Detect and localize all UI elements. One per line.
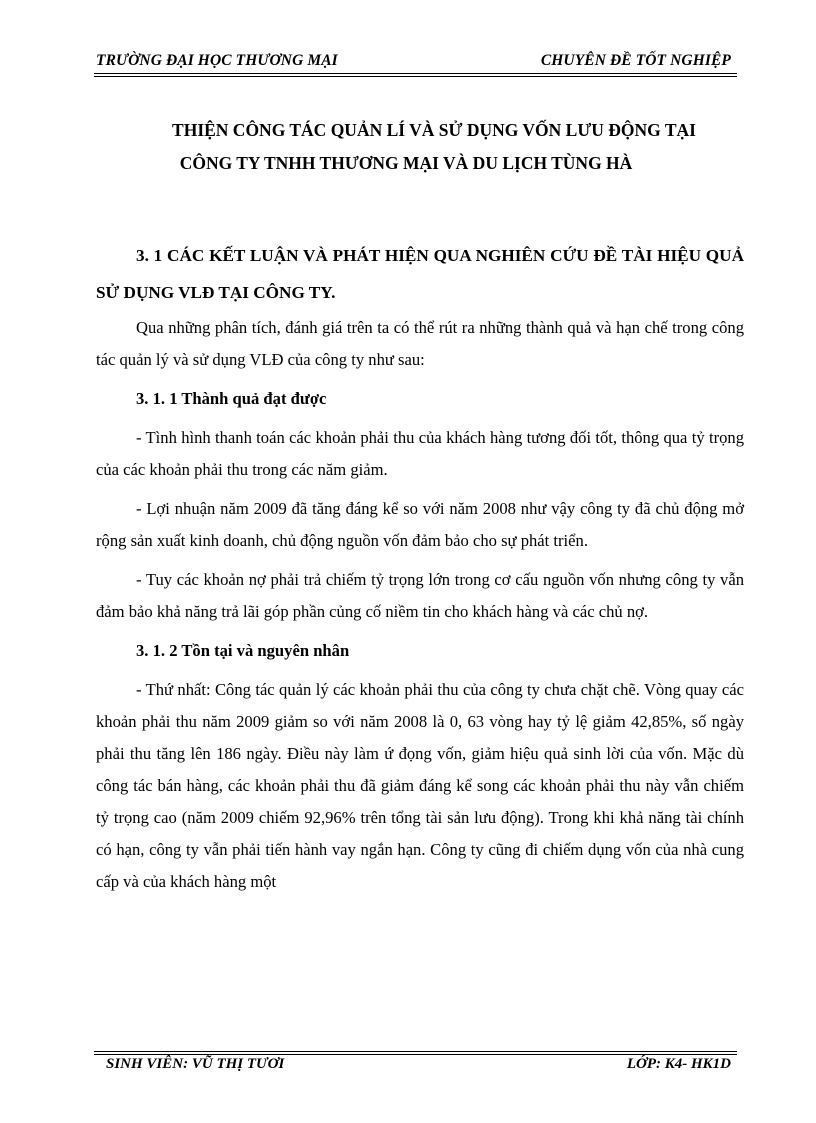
document-title <box>80 114 760 180</box>
title-line-2: CÔNG TY TNHH THƯƠNG MẠI VÀ DU LỊCH TÙNG HÀ <box>179 153 633 173</box>
section-heading: 3. 1 CÁC KẾT LUẬN VÀ PHÁT HIỆN QUA NGHIÊN CỨU ĐỀ TÀI HIỆU QUẢ SỬ DỤNG VLĐ TẠI CÔNG TY. <box>96 246 744 302</box>
footer-student-name: SINH VIÊN: VŨ THỊ TƯƠI <box>106 1056 285 1072</box>
paragraph-profit: - Lợi nhuận năm 2009 đã tăng đáng kể so với năm 2008 như vậy công ty đã chủ động mở rộng sản xuất kinh doanh, chủ động nguồn vốn đảm bảo cho sự phát triển. <box>96 499 744 550</box>
header-divider <box>94 73 737 77</box>
page-header <box>94 52 737 74</box>
footer-divider <box>94 1051 737 1055</box>
document-body <box>96 312 744 901</box>
intro-paragraph: Qua những phân tích, đánh giá trên ta có thể rút ra những thành quả và hạn chế trong công tác quản lý và sử dụng VLĐ của công ty như sau: <box>96 318 744 369</box>
paragraph-first-issue: - Thứ nhất: Công tác quản lý các khoản phải thu của công ty chưa chặt chẽ. Vòng quay các khoản phải thu năm 2009 giảm so với năm 2008 là 0, 63 vòng hay tỷ lệ giảm 42,85%, số ngày phải thu tăng lên 186 ngày. Điều này làm ứ đọng vốn, giảm hiệu quả sinh lời của vốn. Mặc dù công tác bán hàng, các khoản phải thu đã giảm đáng kể song các khoản phải thu này vẫn chiếm tỷ trọng cao (năm 2009 chiếm 92,96% trên tổng tài sản lưu động). Trong khi khả năng tài chính có hạn, công ty vẫn phải tiến hành vay ngắn hạn. Công ty cũng đi chiếm dụng vốn của nhà cung cấp và của khách hàng một <box>96 680 744 891</box>
header-school-name: TRƯỜNG ĐẠI HỌC THƯƠNG MẠI <box>96 52 338 69</box>
paragraph-receivables: - Tình hình thanh toán các khoản phải thu của khách hàng tương đối tốt, thông qua tỷ trọng của các khoản phải thu trong các năm giảm. <box>96 428 744 479</box>
paragraph-liabilities: - Tuy các khoản nợ phải trả chiếm tỷ trọng lớn trong cơ cấu nguồn vốn nhưng công ty vẫn đảm bảo khả năng trả lãi góp phần củng cố niềm tin cho khách hàng và các chủ nợ. <box>96 570 744 621</box>
title-line-1: THIỆN CÔNG TÁC QUẢN LÍ VÀ SỬ DỤNG VỐN LƯU ĐỘNG TẠI <box>172 120 696 140</box>
subsection-heading-shortcomings: 3. 1. 2 Tồn tại và nguyên nhân <box>136 641 350 660</box>
header-document-type: CHUYÊN ĐỀ TỐT NGHIỆP <box>540 52 731 69</box>
subsection-heading-achievements: 3. 1. 1 Thành quả đạt được <box>136 389 327 408</box>
footer-class: LỚP: K4- HK1D <box>626 1056 731 1072</box>
